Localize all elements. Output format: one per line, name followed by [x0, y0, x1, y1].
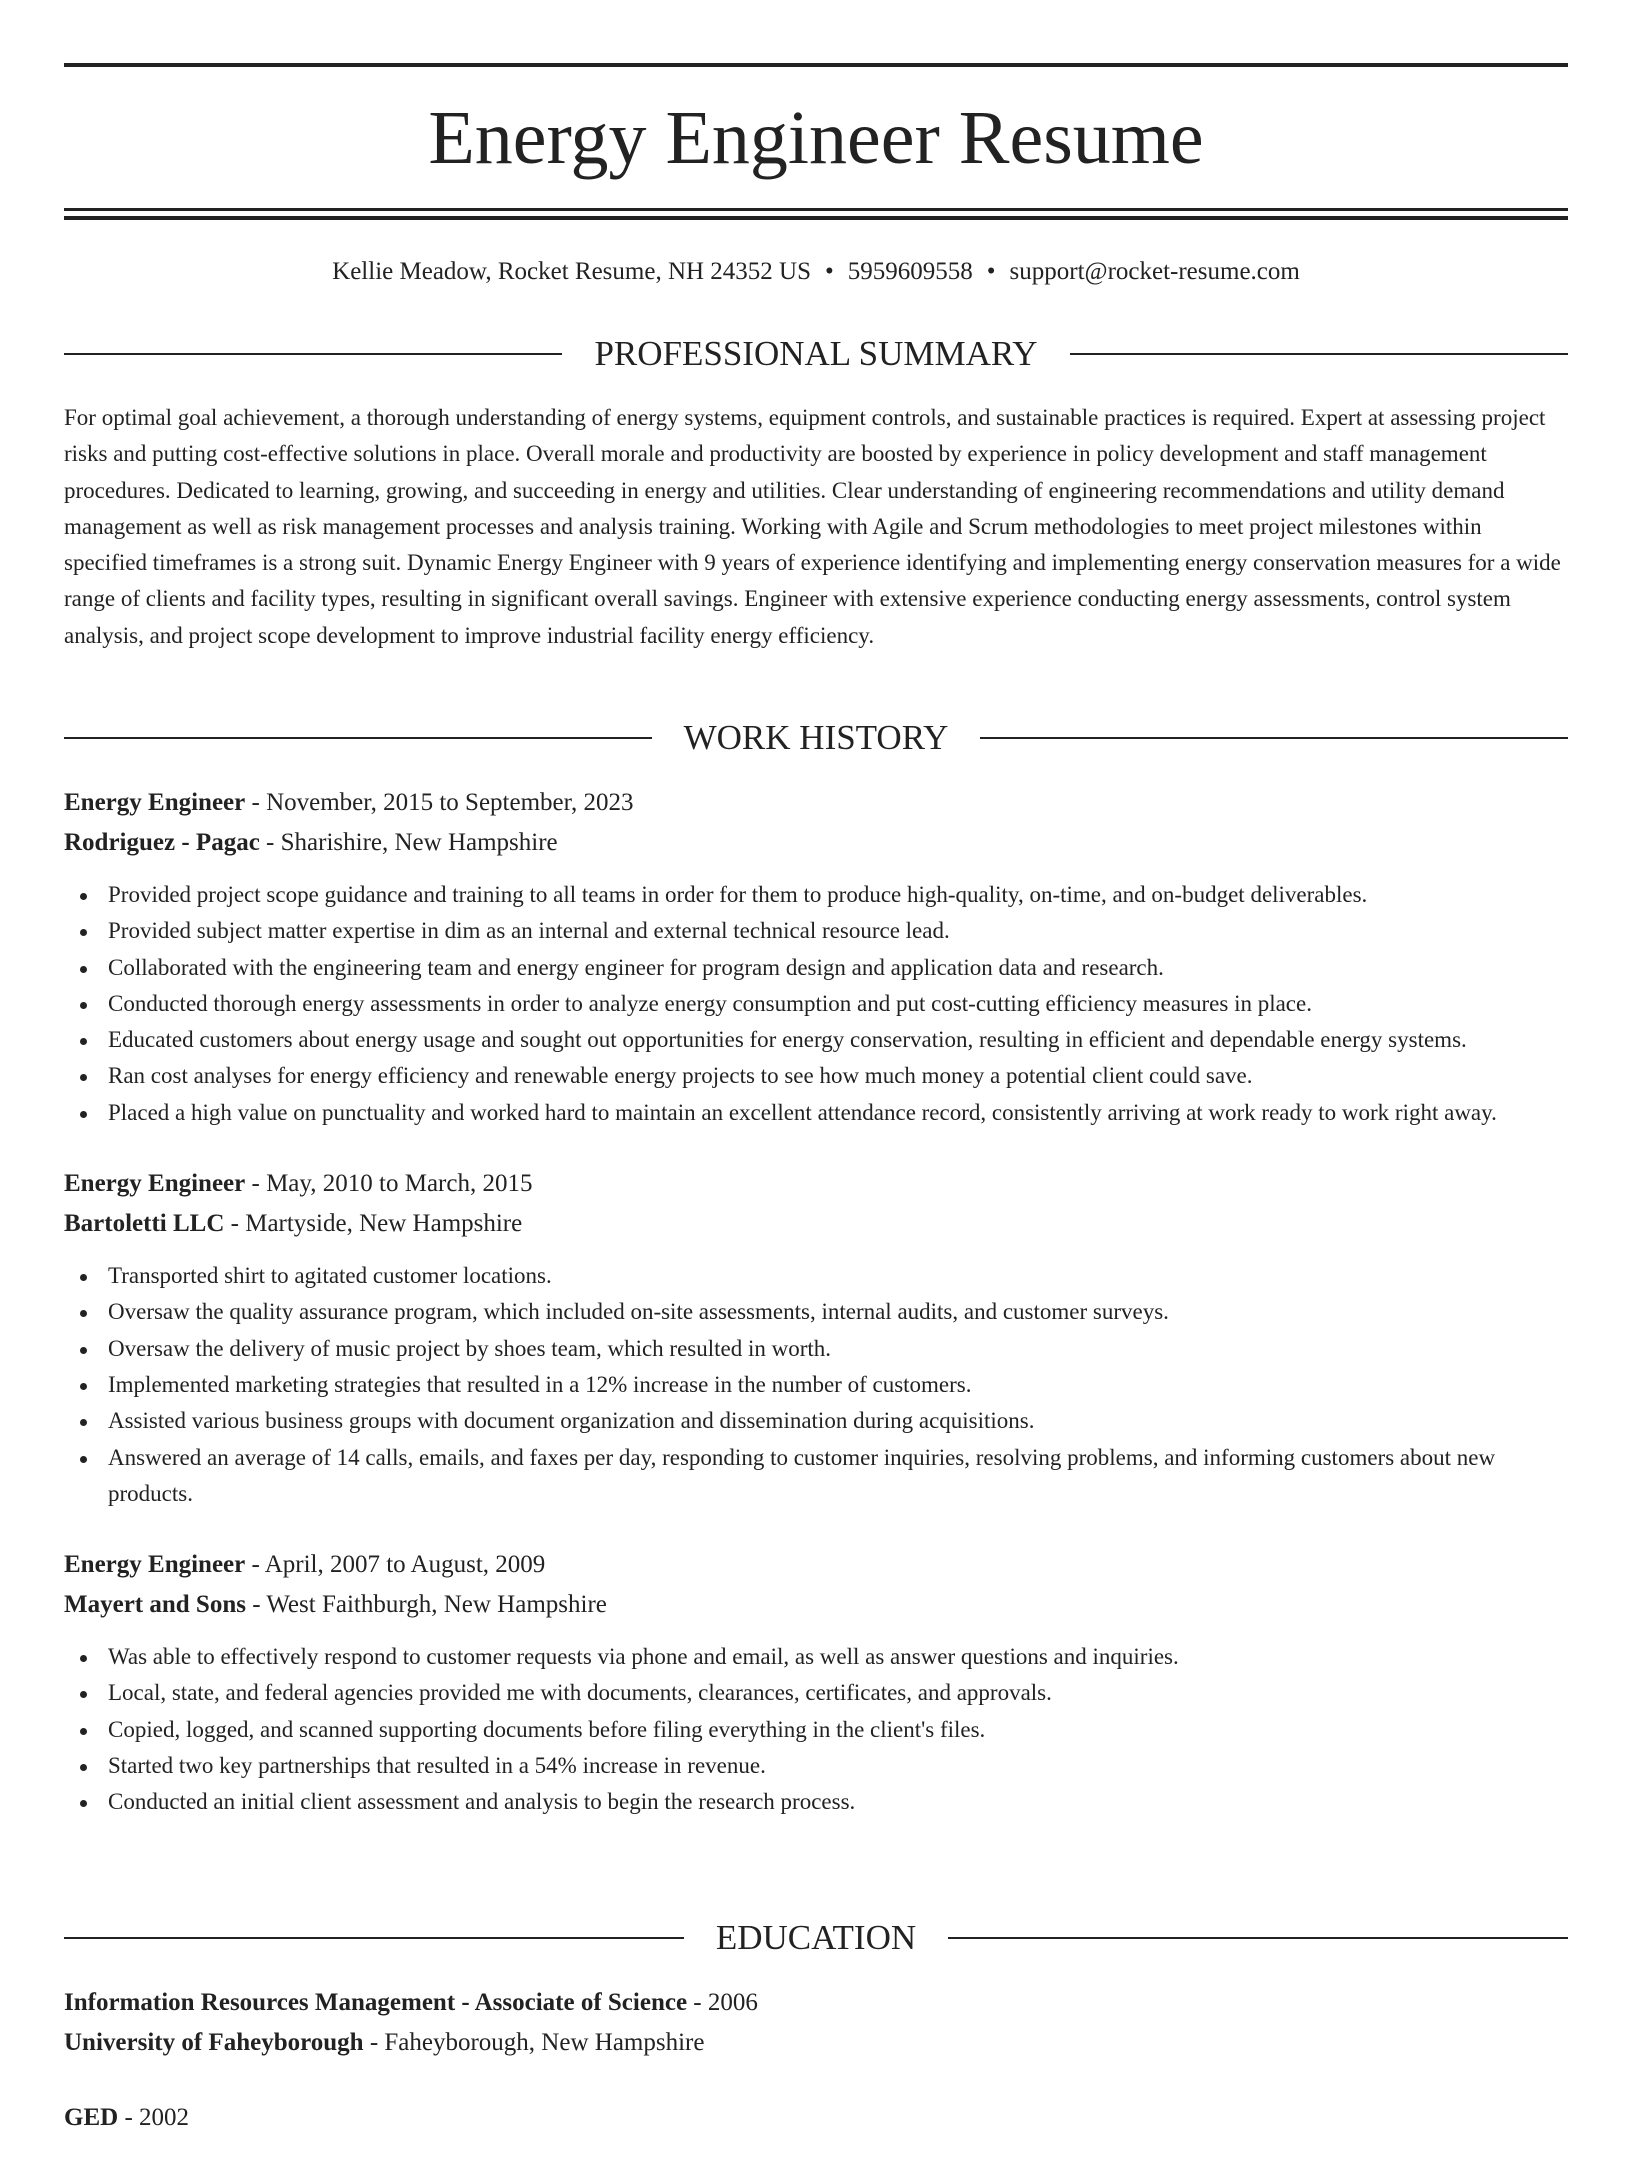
job-title: Energy Engineer [64, 1551, 246, 1579]
list-item: Transported shirt to agitated customer locations. [64, 1258, 1568, 1294]
education-school-line [64, 2023, 1568, 2063]
contact-email: support@rocket-resume.com [1009, 258, 1300, 285]
education-degree-line [64, 2098, 1568, 2138]
education-location: - Faheyborough, New Hampshire [363, 2029, 705, 2056]
list-item: Ran cost analyses for energy efficiency and renewable energy projects to see how much money a potential client could save. [64, 1058, 1568, 1094]
list-item: Started two key partnerships that resulted in a 54% increase in revenue. [64, 1748, 1568, 1784]
list-item: Oversaw the quality assurance program, which included on-site assessments, internal audits, and customer surveys. [64, 1294, 1568, 1330]
job-entry [64, 1164, 1568, 1512]
job-dates: - May, 2010 to March, 2015 [245, 1170, 533, 1198]
list-item: Provided project scope guidance and training to all teams in order for them to produce high-quality, on-time, and on-budget deliverables. [64, 877, 1568, 913]
education-entry [64, 2098, 1568, 2138]
title-double-rule [64, 208, 1568, 220]
section-heading: WORK HISTORY [683, 718, 949, 757]
contact-phone: 5959609558 [847, 258, 973, 285]
section-education [64, 1916, 1568, 1960]
contact-line [64, 254, 1568, 290]
job-bullets [64, 877, 1568, 1131]
list-item: Local, state, and federal agencies provided me with documents, clearances, certificates, and approvals. [64, 1675, 1568, 1711]
section-heading: EDUCATION [715, 1918, 917, 1957]
education-year: - 2002 [118, 2104, 190, 2131]
contact-separator: • [986, 258, 996, 285]
job-company: Mayert and Sons [64, 1591, 246, 1619]
education-degree: GED [64, 2104, 119, 2131]
job-dates: - April, 2007 to August, 2009 [245, 1551, 546, 1579]
job-company: Rodriguez - Pagac [64, 829, 260, 856]
list-item: Assisted various business groups with document organization and dissemination during acquisitions. [64, 1403, 1568, 1439]
education-school: University of Faheyborough [64, 2029, 364, 2056]
list-item: Conducted thorough energy assessments in order to analyze energy consumption and put cost-cutting efficiency measures in place. [64, 986, 1568, 1022]
job-company-line [64, 1204, 1568, 1244]
job-title-line [64, 1164, 1568, 1204]
list-item: Provided subject matter expertise in dim as an internal and external technical resource lead. [64, 913, 1568, 949]
section-rule-left [64, 737, 652, 739]
list-item: Educated customers about energy usage and sought out opportunities for energy conservation, resulting in efficient and dependable energy systems. [64, 1022, 1568, 1058]
section-rule-right [980, 737, 1568, 739]
list-item: Conducted an initial client assessment and analysis to begin the research process. [64, 1784, 1568, 1820]
education-year: - 2006 [687, 1989, 758, 2016]
education-list [64, 1983, 1568, 2173]
section-rule-right [1070, 353, 1568, 355]
job-bullets [64, 1258, 1568, 1512]
list-item: Oversaw the delivery of music project by shoes team, which resulted in worth. [64, 1331, 1568, 1367]
section-professional-summary [64, 332, 1568, 376]
job-company-line [64, 823, 1568, 863]
job-company-line [64, 1585, 1568, 1625]
section-rule-left [64, 1937, 684, 1939]
job-location: - West Faithburgh, New Hampshire [245, 1591, 607, 1619]
section-rule-left [64, 353, 562, 355]
section-heading: PROFESSIONAL SUMMARY [594, 334, 1038, 373]
education-degree-line [64, 1983, 1568, 2023]
page-title: Energy Engineer Resume [428, 96, 1204, 180]
list-item: Placed a high value on punctuality and worked hard to maintain an excellent attendance record, consistently arriving at work ready to work right away. [64, 1095, 1568, 1131]
education-degree: Information Resources Management - Associate of Science [64, 1989, 688, 2016]
list-item: Answered an average of 14 calls, emails, and faxes per day, responding to customer inquiries, resolving problems, and informing customers about new products. [64, 1440, 1568, 1513]
top-rule [64, 63, 1568, 67]
list-item: Implemented marketing strategies that resulted in a 12% increase in the number of customers. [64, 1367, 1568, 1403]
job-entry [64, 1545, 1568, 1820]
education-entry [64, 1983, 1568, 2063]
job-title-line [64, 783, 1568, 823]
section-rule-right [948, 1937, 1568, 1939]
contact-separator: • [825, 258, 834, 285]
job-title: Energy Engineer [64, 1170, 246, 1198]
summary-paragraph: For optimal goal achievement, a thorough understanding of energy systems, equipment controls, and sustainable practices is required. Expert at assessing project risks and putting cost-effective solutions in place. Overall morale and productivity are boosted by experience in policy development and staff management procedures. Dedicated to learning, growing, and succeeding in energy and utilities. Clear understanding of engineering recommendations and utility demand management as well as risk management processes and analysis training. Working with Agile and Scrum methodologies to meet project milestones within specified timeframes is a strong suit. Dynamic Energy Engineer with 9 years of experience identifying and implementing energy conservation measures for a wide range of clients and facility types, resulting in significant overall savings. Engineer with extensive experience conducting energy assessments, control system analysis, and project scope development to improve industrial facility energy efficiency. [64, 405, 1561, 648]
list-item: Was able to effectively respond to customer requests via phone and email, as well as answer questions and inquiries. [64, 1639, 1568, 1675]
job-dates: - November, 2015 to September, 2023 [245, 789, 634, 816]
job-title-line [64, 1545, 1568, 1585]
job-bullets [64, 1639, 1568, 1820]
job-title: Energy Engineer [64, 789, 246, 816]
job-location: - Martyside, New Hampshire [224, 1210, 523, 1238]
job-company: Bartoletti LLC [64, 1210, 225, 1238]
job-location: - Sharishire, New Hampshire [259, 829, 558, 856]
work-history-list [64, 783, 1568, 1854]
job-entry [64, 783, 1568, 1131]
section-work-history [64, 716, 1568, 760]
list-item: Copied, logged, and scanned supporting documents before filing everything in the client's files. [64, 1712, 1568, 1748]
contact-address: Kellie Meadow, Rocket Resume, NH 24352 US [332, 258, 812, 285]
list-item: Collaborated with the engineering team and energy engineer for program design and application data and research. [64, 950, 1568, 986]
